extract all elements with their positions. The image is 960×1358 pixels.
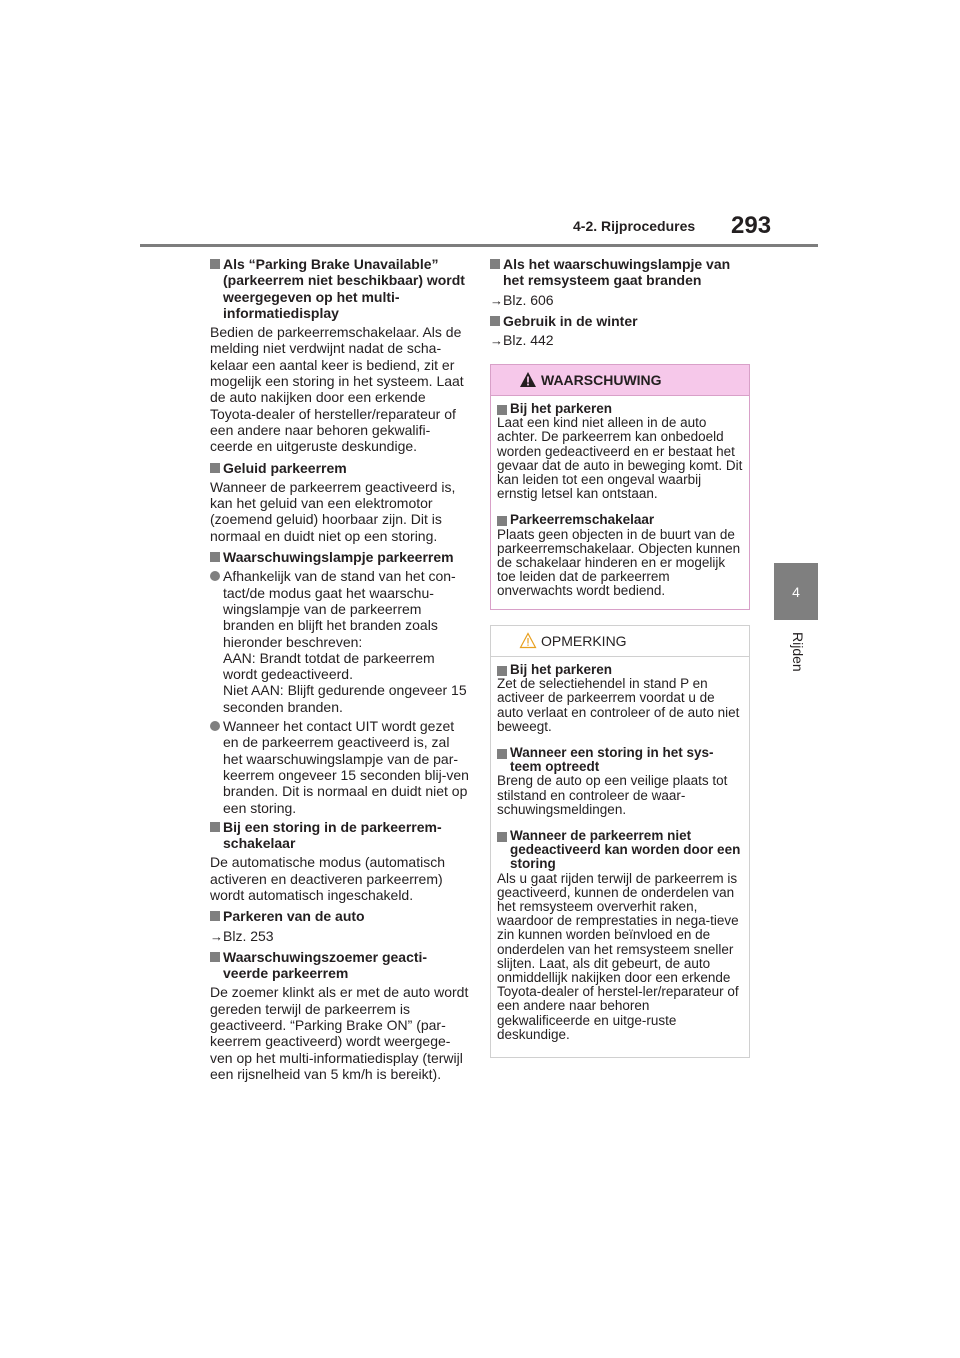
- header-divider: [140, 244, 818, 247]
- warning-box-title: WAARSCHUWING: [541, 372, 662, 388]
- page-reference[interactable]: [490, 332, 752, 349]
- notice-box: [490, 625, 750, 1058]
- right-column: [490, 256, 752, 353]
- paragraph: Wanneer de parkeerrem geactiveerd is, kan het geluid van een elektromotor (zoemend geluid) hoorbaar zijn. Dit is normaal en duidt niet op een storing.: [210, 478, 456, 544]
- heading-warning-buzzer: Waarschuwingszoemer geacti-veerde parkeerrem: [210, 949, 470, 982]
- warning-heading: Parkeerremschakelaar: [497, 513, 743, 527]
- warning-paragraph: Laat een kind niet alleen in de auto achter. De parkeerrem kan onbedoeld worden gedeactiveerd en er bestaat het gevaar dat de auto in beweging komt. Dit kan leiden tot een ongeval waarbij ernstig letsel kan ontstaan.: [497, 415, 743, 502]
- page-reference[interactable]: [490, 292, 752, 309]
- section-title: 4-2. Rijprocedures: [573, 218, 696, 234]
- notice-box-header: [491, 626, 749, 657]
- chapter-tab-label: Rijden: [790, 632, 806, 672]
- heading-switch-malfunction: Bij een storing in de parkeerrem-schakelaar: [210, 819, 470, 852]
- page-number: 293: [731, 212, 772, 239]
- notice-box-body: [491, 657, 749, 1042]
- notice-triangle-icon: [519, 632, 537, 649]
- page-reference-text: Blz. 442: [503, 332, 554, 349]
- bullet-item: Wanneer het contact UIT wordt gezet en de parkeerrem geactiveerd is, zal het waarschuwingslampje van de par-keerrem ongeveer 15 seconden blij-ven branden. Dit is normaal en duidt niet op een storing.: [210, 718, 470, 816]
- warning-box: [490, 364, 750, 610]
- page-reference-text: Blz. 606: [503, 291, 554, 308]
- notice-paragraph: Zet de selectiehendel in stand P en activeer de parkeerrem voordat u de auto verlaat en controleer of de auto niet beweegt.: [497, 676, 740, 734]
- arrow-right-icon: →: [490, 333, 503, 349]
- notice-paragraph: Als u gaat rijden terwijl de parkeerrem is geactiveerd, kunnen de onderdelen van het remsysteem oververhit raken, waardoor de remprestaties in nega-tieve zin kunnen worden beïnvloed en de onderdelen van het remsysteem sneller slijten. Laat, als dit gebeurt, de auto onmiddellijk nakijken door een erkende Toyota-dealer of herstel-ler/reparateur of een andere naar behoren gekwalificeerde en uitge-ruste deskundige.: [497, 870, 739, 1042]
- notice-paragraph: Breng de auto op een veilige plaats tot stilstand en controleer de waar-schuwingsmeldingen.: [497, 773, 728, 817]
- arrow-right-icon: →: [490, 292, 503, 308]
- page-reference-text: Blz. 253: [223, 927, 274, 944]
- paragraph: De zoemer klinkt als er met de auto wordt gereden terwijl de parkeerrem is geactiveerd. “Parking Brake ON” (par-keerrem geactiveerd) wordt weergege-ven op het multi-informatiedisplay (terwijl een rijsnelheid van 5 km/h is bereikt).: [210, 984, 469, 1082]
- heading-winter-use: Gebruik in de winter: [490, 313, 752, 329]
- warning-triangle-icon: [519, 371, 537, 388]
- left-column: [210, 256, 470, 1087]
- paragraph: De automatische modus (automatisch activeren en deactiveren parkeerrem) wordt automatisch ingeschakeld.: [210, 854, 445, 903]
- heading-brake-system-light: Als het waarschuwingslampje van het remsysteem gaat branden: [490, 256, 752, 289]
- warning-box-header: [491, 365, 749, 396]
- chapter-tab-number: 4: [792, 584, 800, 600]
- notice-box-title: OPMERKING: [541, 633, 627, 649]
- warning-box-body: [491, 396, 749, 599]
- warning-heading: Bij het parkeren: [497, 402, 743, 416]
- paragraph: Bedien de parkeerremschakelaar. Als de melding niet verdwijnt nadat de scha-kelaar een aantal keer is bediend, zit er mogelijk een storing in het systeem. Laat de auto nakijken door een erkende Toyota-dealer of hersteller/reparateur of een andere naar behoren gekwalifi-ceerde en uitgeruste deskundige.: [210, 324, 464, 455]
- arrow-right-icon: →: [210, 928, 223, 944]
- heading-parking-the-car: Parkeren van de auto: [210, 908, 470, 924]
- heading-parking-brake-sound: Geluid parkeerrem: [210, 460, 470, 476]
- heading-warning-light: Waarschuwingslampje parkeerrem: [210, 549, 470, 565]
- heading-parking-brake-unavailable: Als “Parking Brake Unavailable” (parkeerrem niet beschikbaar) wordt weergegeven op het multi-informatiedisplay: [210, 256, 470, 321]
- notice-heading: Bij het parkeren: [497, 663, 743, 677]
- warning-paragraph: Plaats geen objecten in de buurt van de parkeerremschakelaar. Objecten kunnen de schakelaar hinderen en er mogelijk toe leiden dat de parkeerrem onverwachts wordt bediend.: [497, 526, 741, 599]
- notice-heading: Wanneer een storing in het sys-teem optreedt: [497, 746, 743, 774]
- bullet-item: Afhankelijk van de stand van het con-tact/de modus gaat het waarschu-wingslampje van de parkeerrem branden en blijft het branden zoals hieronder beschreven: AAN: Brandt totdat de parkeerrem wordt gedeactiveerd. Niet AAN: Blijft gedurende ongeveer 15 seconden branden.: [210, 568, 470, 715]
- chapter-tab[interactable]: [774, 563, 818, 620]
- notice-heading: Wanneer de parkeerrem niet gedeactiveerd kan worden door een storing: [497, 829, 743, 872]
- page-reference[interactable]: [210, 928, 470, 945]
